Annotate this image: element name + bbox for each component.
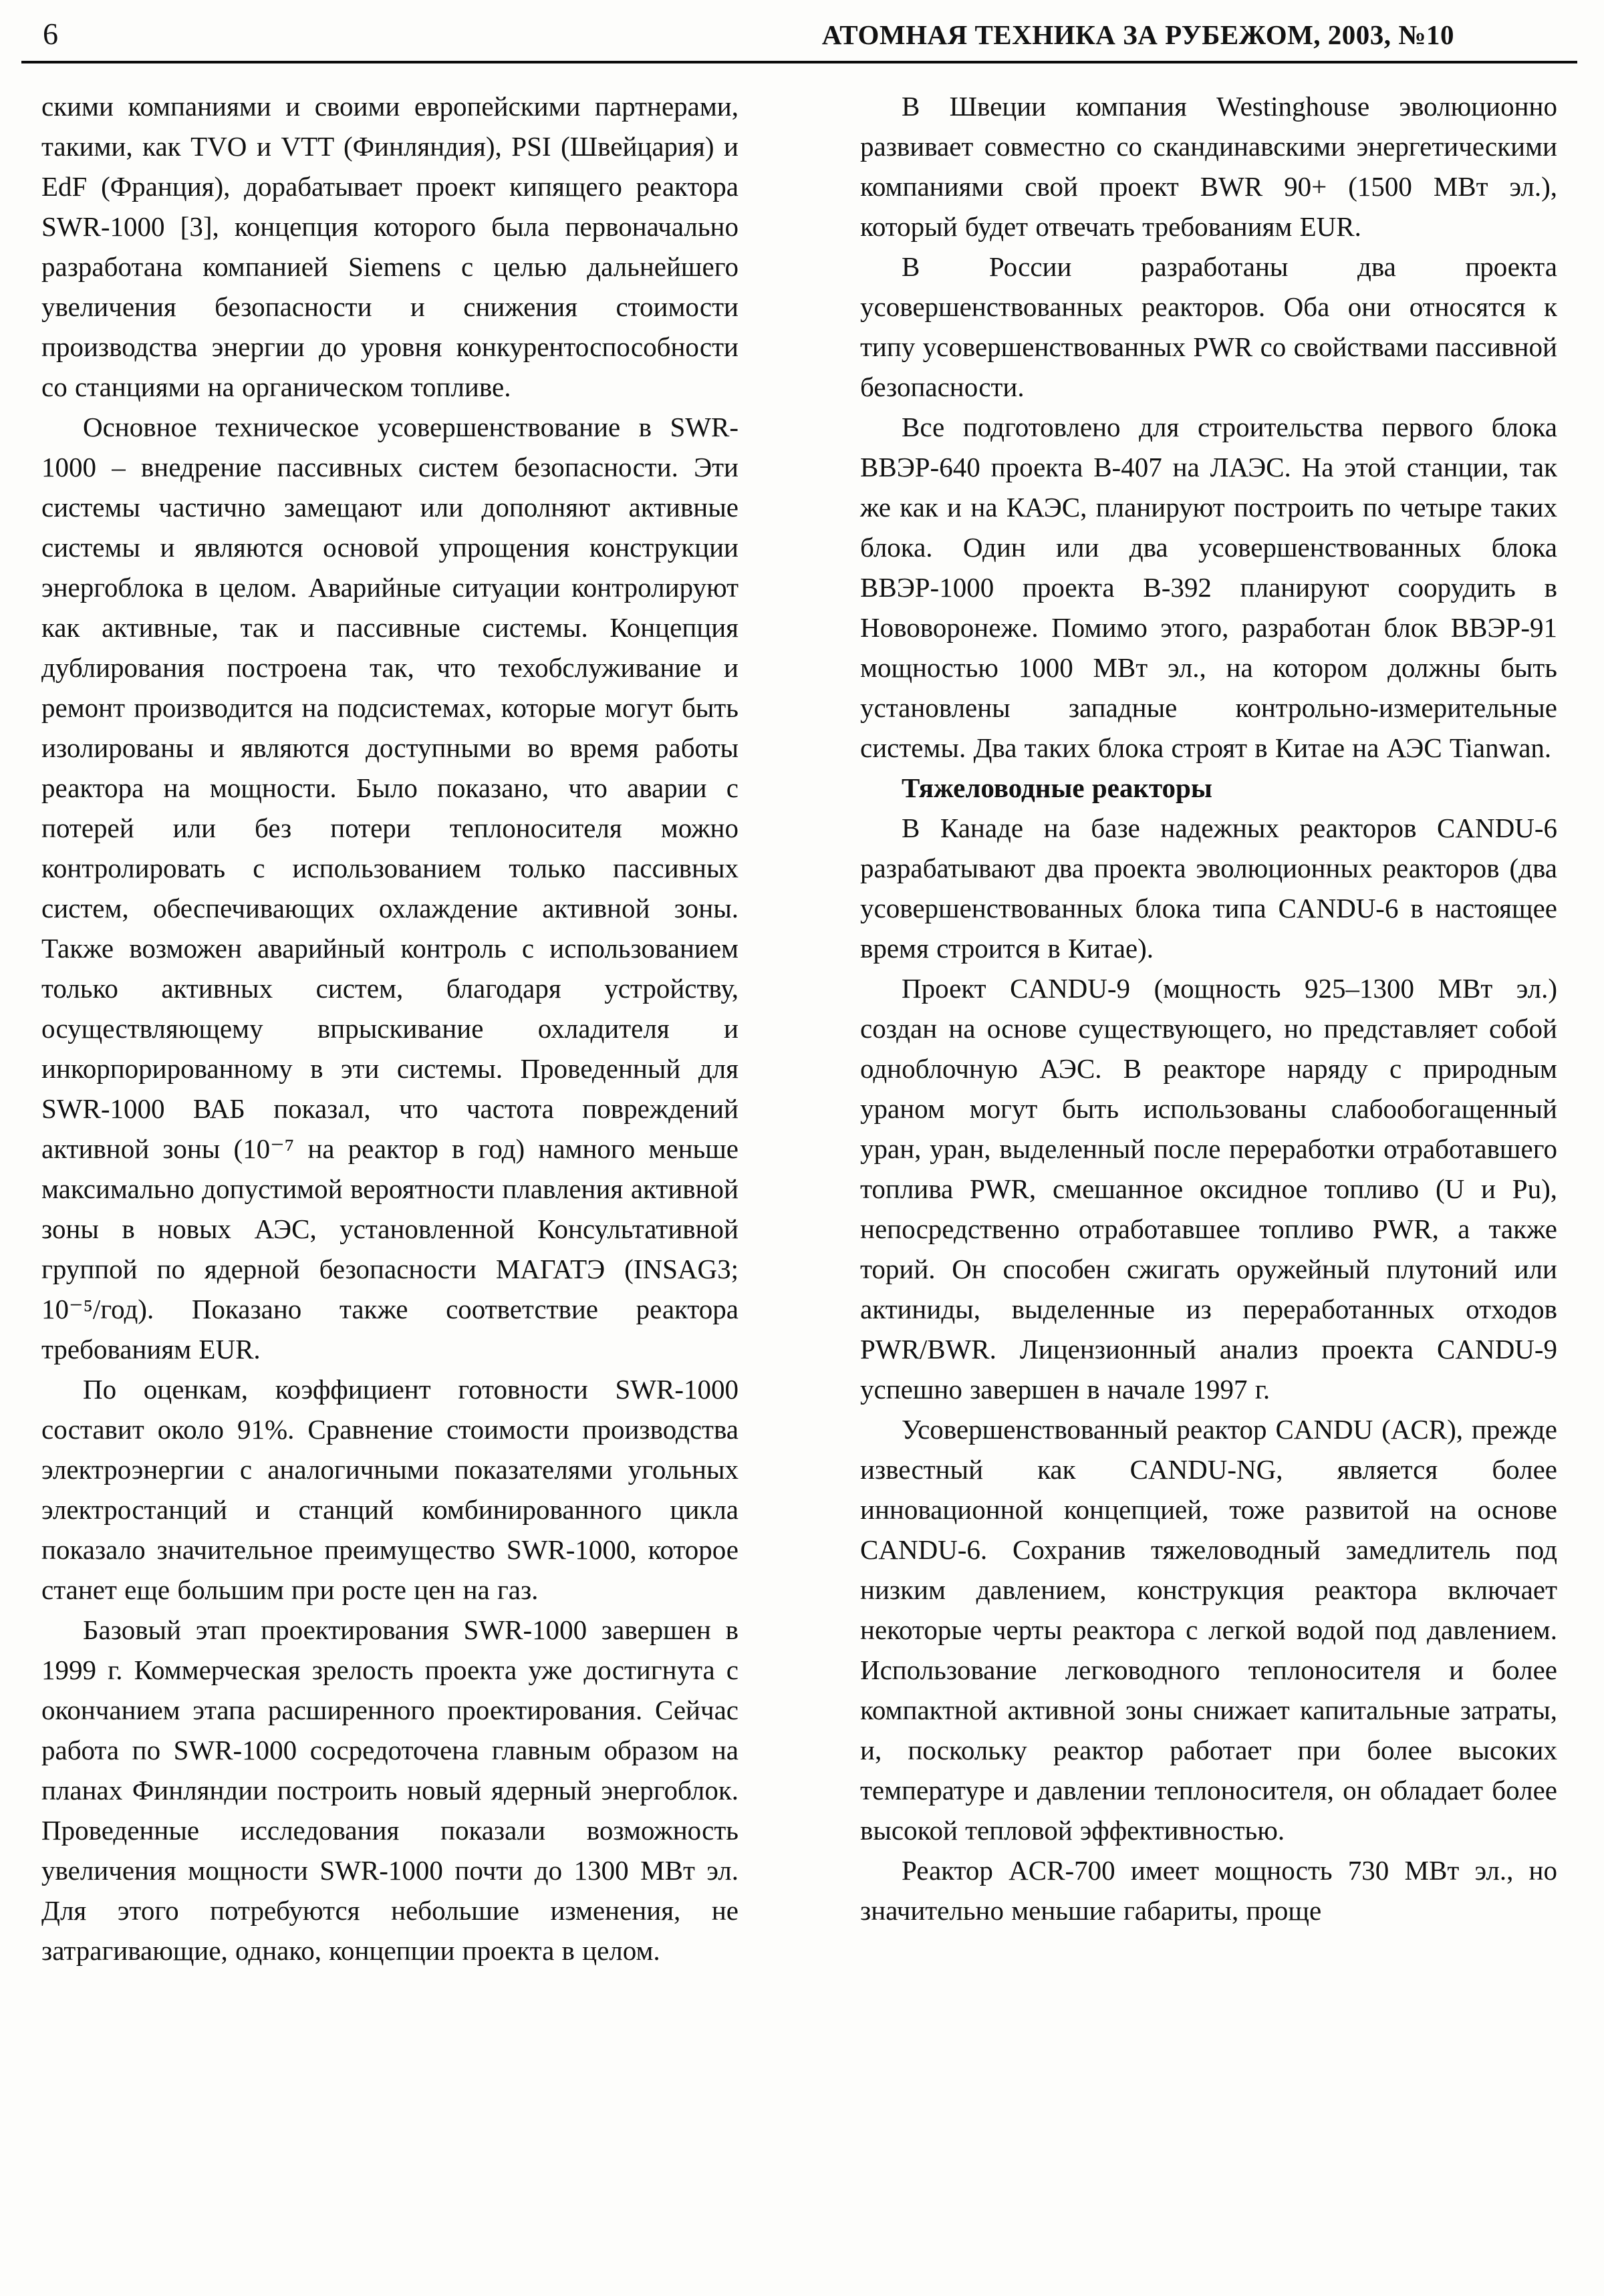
paragraph-continuation: Реактор ACR-700 имеет мощность 730 МВт эл., но значительно меньшие габариты, проще <box>860 1854 1557 1926</box>
paragraph: Основное техническое усовершенствование в SWR-1000 – внедрение пассивных систем безопасности. Эти системы частично замещают или дополняют активные системы и являются основой упрощения конструкции энергоблока в целом. Аварийные ситуации контролируют как активные, так и пассивные системы. Концепция дублирования построена так, что техобслуживание и ремонт производится на подсистемах, которые могут быть изолированы и являются доступными во время работы реактора на мощности. Было показано, что аварии с потерей или без потери теплоносителя можно контролировать с использованием только пассивных систем, обеспечивающих охлаждение активной зоны. Также возможен аварийный контроль с использованием только активных систем, благодаря устройству, осуществляющему впрыскивание охладителя и инкорпорированному в эти системы. Проведенный для SWR-1000 ВАБ показал, что частота повреждений активной зоны (10⁻⁷ на реактор в год) намного меньше максимально допустимой вероятности плавления активной зоны в новых АЭС, установленной Консультативной группой по ядерной безопасности МАГАТЭ (INSAG3; 10⁻⁵/год). Показано также соответствие реактора требованиям EUR. <box>41 411 739 1365</box>
paragraph: В России разработаны два проекта усовершенствованных реакторов. Оба они относятся к типу усовершенствованных PWR со свойствами пассивной безопасности. <box>860 251 1557 402</box>
journal-title: АТОМНАЯ ТЕХНИКА ЗА РУБЕЖОМ, 2003, №10 <box>821 19 1454 50</box>
paragraph: В Канаде на базе надежных реакторов CANDU-6 разрабатывают два проекта эволюционных реакторов (два усовершенствованных блока типа CANDU-6 в настоящее время строится в Китае). <box>860 812 1557 964</box>
two-column-layout <box>41 86 1557 1971</box>
page-header <box>41 17 1557 51</box>
right-column <box>860 86 1557 1971</box>
page-number: 6 <box>43 17 58 51</box>
paragraph: Проект CANDU-9 (мощность 925–1300 МВт эл.) создан на основе существующего, но представляет собой одноблочную АЭС. В реакторе наряду с природным ураном могут быть использованы слабообогащенный уран, уран, выделенный после переработки отработавшего топлива PWR, смешанное оксидное топливо (U и Pu), непосредственно отработавшее топливо PWR, а также торий. Он способен сжигать оружейный плутоний или актиниды, выделенные из переработанных отходов PWR/BWR. Лицензионный анализ проекта CANDU-9 успешно завершен в начале 1997 г. <box>860 972 1557 1405</box>
paragraph: Все подготовлено для строительства первого блока ВВЭР-640 проекта В-407 на ЛАЭС. На этой станции, так же как и на КАЭС, планируют построить по четыре таких блока. Один или два усовершенствованных блока ВВЭР-1000 проекта В-392 планируют соорудить в Нововоронеже. Помимо этого, разработан блок ВВЭР-91 мощностью 1000 МВт эл., на котором должны быть установлены западные контрольно-измерительные системы. Два таких блока строят в Китае на АЭС Tianwan. <box>860 411 1557 763</box>
paragraph: По оценкам, коэффициент готовности SWR-1000 составит около 91%. Сравнение стоимости производства электроэнергии с аналогичными показателями угольных электростанций и станций комбинированного цикла показало значительное преимущество SWR-1000, которое станет еще большим при росте цен на газ. <box>41 1373 739 1605</box>
paragraph-continuation: скими компаниями и своими европейскими партнерами, такими, как TVO и VTT (Финляндия), PSI (Швейцария) и EdF (Франция), дорабатывает проект кипящего реактора SWR-1000 [3], концепция которого была первоначально разработана компанией Siemens с целью дальнейшего увеличения безопасности и снижения стоимости производства энергии до уровня конкурентоспособности со станциями на органическом топливе. <box>41 90 739 402</box>
paragraph: В Швеции компания Westinghouse эволюционно развивает совместно со скандинавскими энергетическими компаниями свой проект BWR 90+ (1500 МВт эл.), который будет отвечать требованиям EUR. <box>860 90 1557 242</box>
header-divider <box>21 61 1577 63</box>
left-column <box>41 86 739 1971</box>
paragraph: Базовый этап проектирования SWR-1000 завершен в 1999 г. Коммерческая зрелость проекта уже достигнута с окончанием этапа расширенного проектирования. Сейчас работа по SWR-1000 сосредоточена главным образом на планах Финляндии построить новый ядерный энергоблок. Проведенные исследования показали возможность увеличения мощности SWR-1000 почти до 1300 МВт эл. Для этого потребуются небольшие изменения, не затрагивающие, однако, концепции проекта в целом. <box>41 1614 739 1966</box>
section-heading: Тяжеловодные реакторы <box>902 772 1212 803</box>
paragraph: Усовершенствованный реактор CANDU (ACR), прежде известный как CANDU-NG, является более инновационной концепцией, тоже развитой на основе CANDU-6. Сохранив тяжеловодный замедлитель под низким давлением, конструкция реактора включает некоторые черты реактора с легкой водой под давлением. Использование легководного теплоносителя и более компактной активной зоны снижает капитальные затраты, и, поскольку реактор работает при более высоких температуре и давлении теплоносителя, он обладает более высокой тепловой эффективностью. <box>860 1413 1557 1846</box>
